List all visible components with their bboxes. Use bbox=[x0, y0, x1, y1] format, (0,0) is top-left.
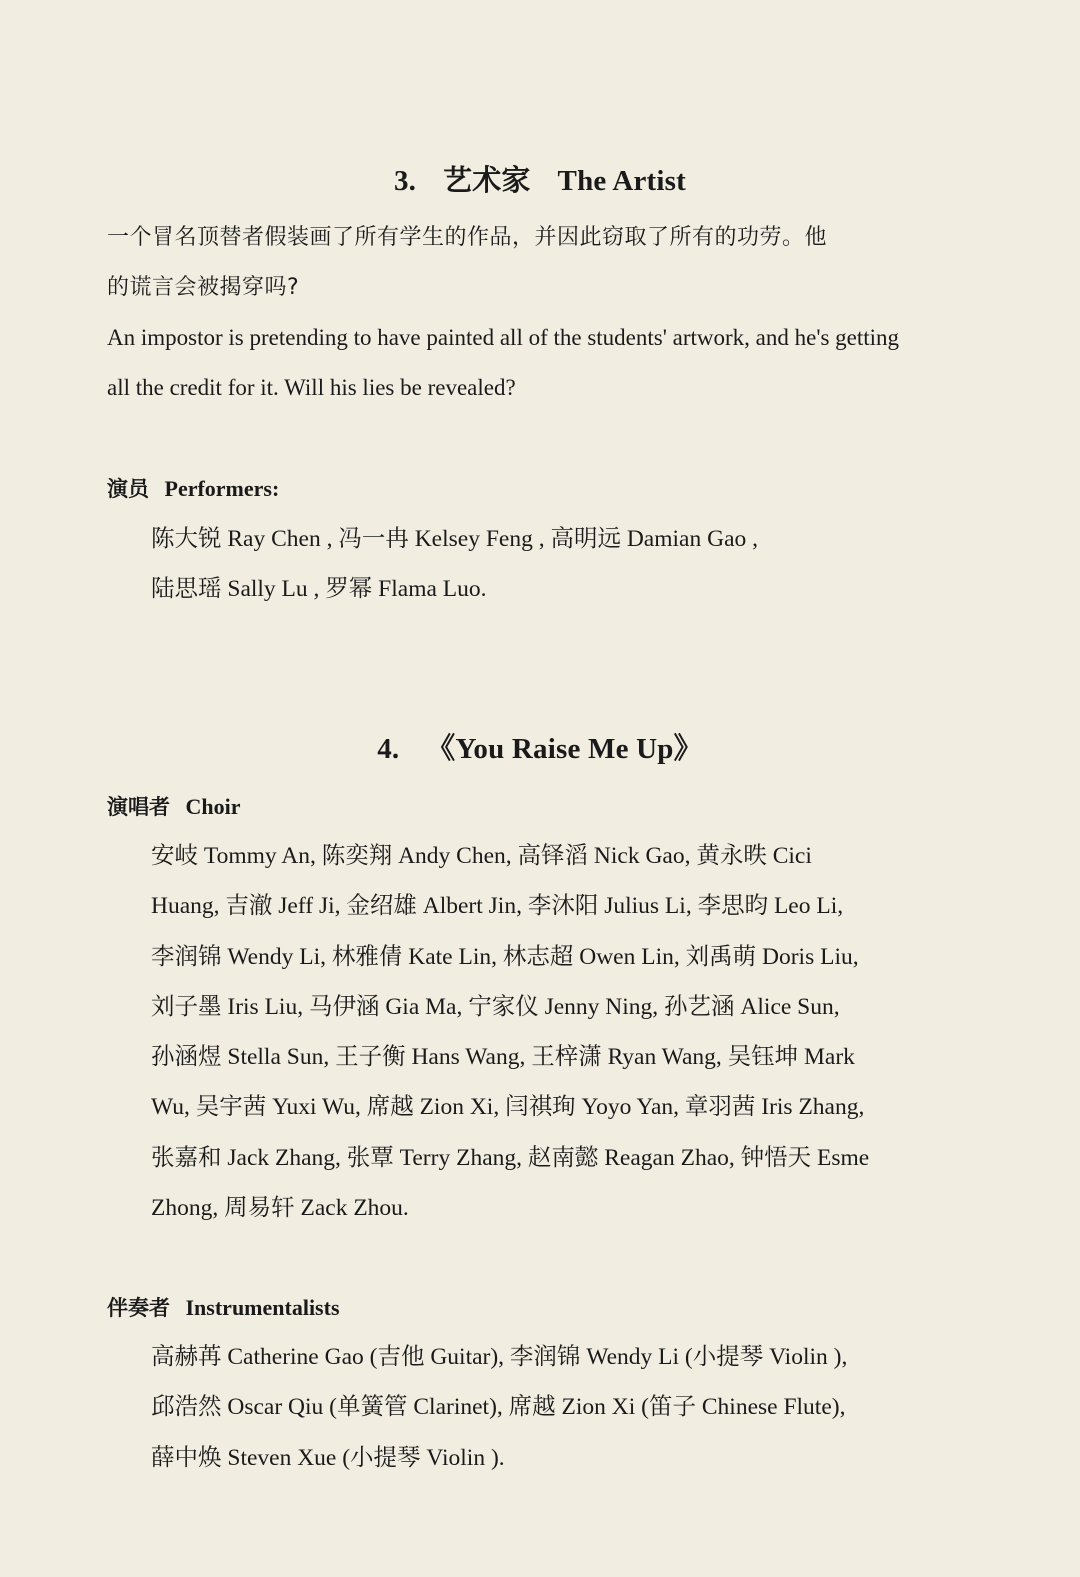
section-4-title bbox=[0, 731, 1080, 767]
section-3-title-en: The Artist bbox=[557, 165, 687, 197]
performers-list bbox=[151, 514, 1011, 615]
choir-line: 安岐 Tommy An, 陈奕翔 Andy Chen, 高铎滔 Nick Gao, 黄永昳 Cici bbox=[151, 843, 812, 869]
choir-list bbox=[151, 831, 1011, 1233]
instrumentalists-line: 邱浩然 Oscar Qiu (单簧管 Clarinet), 席越 Zion Xi (笛子 Chinese Flute), bbox=[151, 1394, 846, 1421]
description-cn-line: 一个冒名顶替者假装画了所有学生的作品，并因此窃取了所有的功劳。他 bbox=[107, 225, 828, 250]
choir-line: Huang, 吉澈 Jeff Ji, 金绍雄 Albert Jin, 李沐阳 Julius Li, 李思昀 Leo Li, bbox=[151, 893, 844, 920]
section-3-title bbox=[0, 162, 1080, 199]
choir-line: Zhong, 周易轩 Zack Zhou. bbox=[151, 1195, 409, 1222]
instrumentalists-label-en: Instrumentalists bbox=[185, 1295, 340, 1320]
performers-line: 陆思瑶 Sally Lu , 罗幂 Flama Luo. bbox=[151, 576, 487, 603]
section-3-description bbox=[107, 213, 1007, 413]
choir-label-en: Choir bbox=[185, 794, 241, 819]
choir-line: 张嘉和 Jack Zhang, 张覃 Terry Zhang, 赵南懿 Reagan Zhao, 钟悟天 Esme bbox=[151, 1144, 870, 1171]
performers-label-en: Performers: bbox=[164, 476, 280, 501]
choir-label-cn: 演唱者 bbox=[107, 795, 170, 819]
section-3-title-cn: 艺术家 bbox=[443, 163, 531, 197]
choir-line: 刘子墨 Iris Liu, 马伊涵 Gia Ma, 宁家仪 Jenny Ning, 孙艺涵 Alice Sun, bbox=[151, 993, 840, 1020]
section-4-song-title: 《You Raise Me Up》 bbox=[426, 733, 703, 765]
instrumentalists-label-cn: 伴奏者 bbox=[107, 1296, 170, 1320]
description-cn-line: 的谎言会被揭穿吗? bbox=[107, 275, 300, 300]
performers-line: 陈大锐 Ray Chen , 冯一冉 Kelsey Feng , 高明远 Damian Gao , bbox=[151, 526, 759, 552]
instrumentalists-line: 高赫苒 Catherine Gao (吉他 Guitar), 李润锦 Wendy Li (小提琴 Violin ), bbox=[151, 1344, 848, 1370]
description-en-line: An impostor is pretending to have painted all of the students' artwork, and he's getting bbox=[107, 325, 900, 350]
section-3-number: 3. bbox=[393, 165, 417, 197]
choir-line: 李润锦 Wendy Li, 林雅倩 Kate Lin, 林志超 Owen Lin, 刘禹萌 Doris Liu, bbox=[151, 943, 859, 970]
performers-label-cn: 演员 bbox=[107, 477, 149, 501]
choir-line: 孙涵煜 Stella Sun, 王子衡 Hans Wang, 王梓潇 Ryan Wang, 吴钰坤 Mark bbox=[151, 1044, 855, 1071]
choir-line: Wu, 吴宇茜 Yuxi Wu, 席越 Zion Xi, 闫祺珣 Yoyo Yan, 章羽茜 Iris Zhang, bbox=[151, 1094, 865, 1121]
instrumentalists-label bbox=[107, 1293, 340, 1323]
instrumentalists-line: 薛中焕 Steven Xue (小提琴 Violin ). bbox=[151, 1444, 505, 1471]
choir-label bbox=[107, 792, 241, 822]
description-en-line: all the credit for it. Will his lies be revealed? bbox=[107, 375, 516, 400]
section-4-number: 4. bbox=[377, 733, 400, 765]
instrumentalists-list bbox=[151, 1332, 1011, 1483]
performers-label bbox=[107, 474, 279, 504]
